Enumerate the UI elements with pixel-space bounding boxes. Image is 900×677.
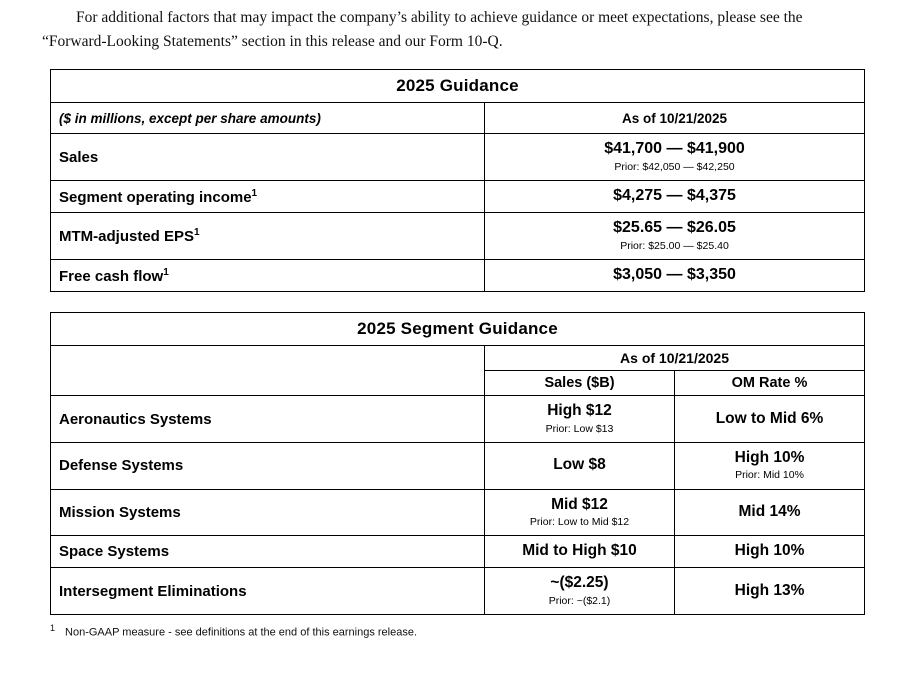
value-prior: Prior: $25.00 — $25.40 (620, 240, 729, 253)
footnote-marker: 1 (50, 623, 56, 633)
value-prior: Prior: Low to Mid $12 (529, 515, 630, 528)
value-main: $3,050 — $3,350 (613, 266, 736, 284)
value-main: High 10% (734, 448, 805, 466)
row-label-aeronautics-systems: Aeronautics Systems (51, 396, 485, 443)
row-om-space-systems (675, 536, 865, 568)
table-row (51, 260, 865, 292)
row-value-segment-operating-income (485, 181, 865, 213)
table-row (51, 371, 865, 396)
row-sales-intersegment-eliminations (485, 568, 675, 615)
intro-text: For additional factors that may impact the company’s ability to achieve guidance or meet expectations, please see the “Forward-Looking Statements” section in this release and our Form 10-Q. (42, 9, 803, 50)
segment-col-sales: Sales ($B) (485, 371, 675, 396)
footnote (50, 623, 858, 639)
segment-as-of: As of 10/21/2025 (485, 346, 865, 371)
guidance-table-title: 2025 Guidance (51, 70, 865, 103)
row-label-text: Sales (59, 148, 99, 166)
row-label-sales (51, 134, 485, 181)
value-main: $25.65 — $26.05 (613, 219, 736, 237)
guidance-as-of: As of 10/21/2025 (485, 103, 865, 134)
guidance-table (50, 69, 865, 292)
table-row (51, 181, 865, 213)
row-sales-mission-systems (485, 489, 675, 536)
table-row (51, 70, 865, 103)
value-prior: Prior: ~($2.1) (548, 594, 611, 607)
segment-table-title: 2025 Segment Guidance (51, 313, 865, 346)
row-label-mission-systems: Mission Systems (51, 489, 485, 536)
value-main: High $12 (547, 402, 612, 420)
table-row (51, 489, 865, 536)
footnote-marker: 1 (163, 266, 169, 278)
table-row (51, 313, 865, 346)
value-prior: Prior: Mid 10% (735, 469, 804, 482)
value-main: $41,700 — $41,900 (604, 140, 745, 158)
footnote-marker: 1 (194, 227, 200, 239)
value-main: High 13% (734, 581, 805, 599)
row-label-intersegment-eliminations: Intersegment Eliminations (51, 568, 485, 615)
row-om-mission-systems (675, 489, 865, 536)
footnote-marker: 1 (251, 187, 258, 199)
value-main: High 10% (734, 542, 805, 560)
row-sales-aeronautics-systems (485, 396, 675, 443)
table-row (51, 568, 865, 615)
table-row (51, 536, 865, 568)
value-main: Mid $12 (551, 495, 608, 513)
intro-paragraph (42, 0, 862, 53)
table-row (51, 396, 865, 443)
row-label-space-systems: Space Systems (51, 536, 485, 568)
value-main: Low $8 (553, 456, 606, 474)
row-om-aeronautics-systems (675, 396, 865, 443)
table-row (51, 103, 865, 134)
segment-col-om-rate: OM Rate % (675, 371, 865, 396)
table-row (51, 346, 865, 371)
row-label-text: Segment operating income (59, 188, 252, 206)
row-value-mtm-adjusted-eps (485, 213, 865, 260)
row-label-text: Free cash flow (59, 267, 164, 285)
value-main: Mid 14% (738, 502, 801, 520)
row-sales-space-systems (485, 536, 675, 568)
table-row (51, 213, 865, 260)
segment-empty-corner-2 (51, 371, 485, 396)
footnote-text: Non-GAAP measure - see definitions at the end of this earnings release. (65, 626, 418, 639)
table-row (51, 442, 865, 489)
value-main: Mid to High $10 (522, 542, 637, 560)
row-label-mtm-adjusted-eps (51, 213, 485, 260)
row-label-free-cash-flow (51, 260, 485, 292)
table-row (51, 134, 865, 181)
row-om-intersegment-eliminations (675, 568, 865, 615)
value-main: Low to Mid 6% (715, 409, 824, 427)
value-main: $4,275 — $4,375 (613, 187, 736, 205)
value-prior: Prior: Low $13 (545, 422, 614, 435)
guidance-units-label: ($ in millions, except per share amounts) (51, 103, 485, 134)
row-label-defense-systems: Defense Systems (51, 442, 485, 489)
value-prior: Prior: $42,050 — $42,250 (614, 161, 735, 174)
row-sales-defense-systems (485, 442, 675, 489)
value-main: ~($2.25) (550, 574, 609, 592)
row-label-segment-operating-income (51, 181, 485, 213)
segment-empty-corner (51, 346, 485, 371)
row-value-sales (485, 134, 865, 181)
row-value-free-cash-flow (485, 260, 865, 292)
segment-guidance-table (50, 312, 865, 615)
row-om-defense-systems (675, 442, 865, 489)
row-label-text: MTM-adjusted EPS (59, 228, 195, 246)
